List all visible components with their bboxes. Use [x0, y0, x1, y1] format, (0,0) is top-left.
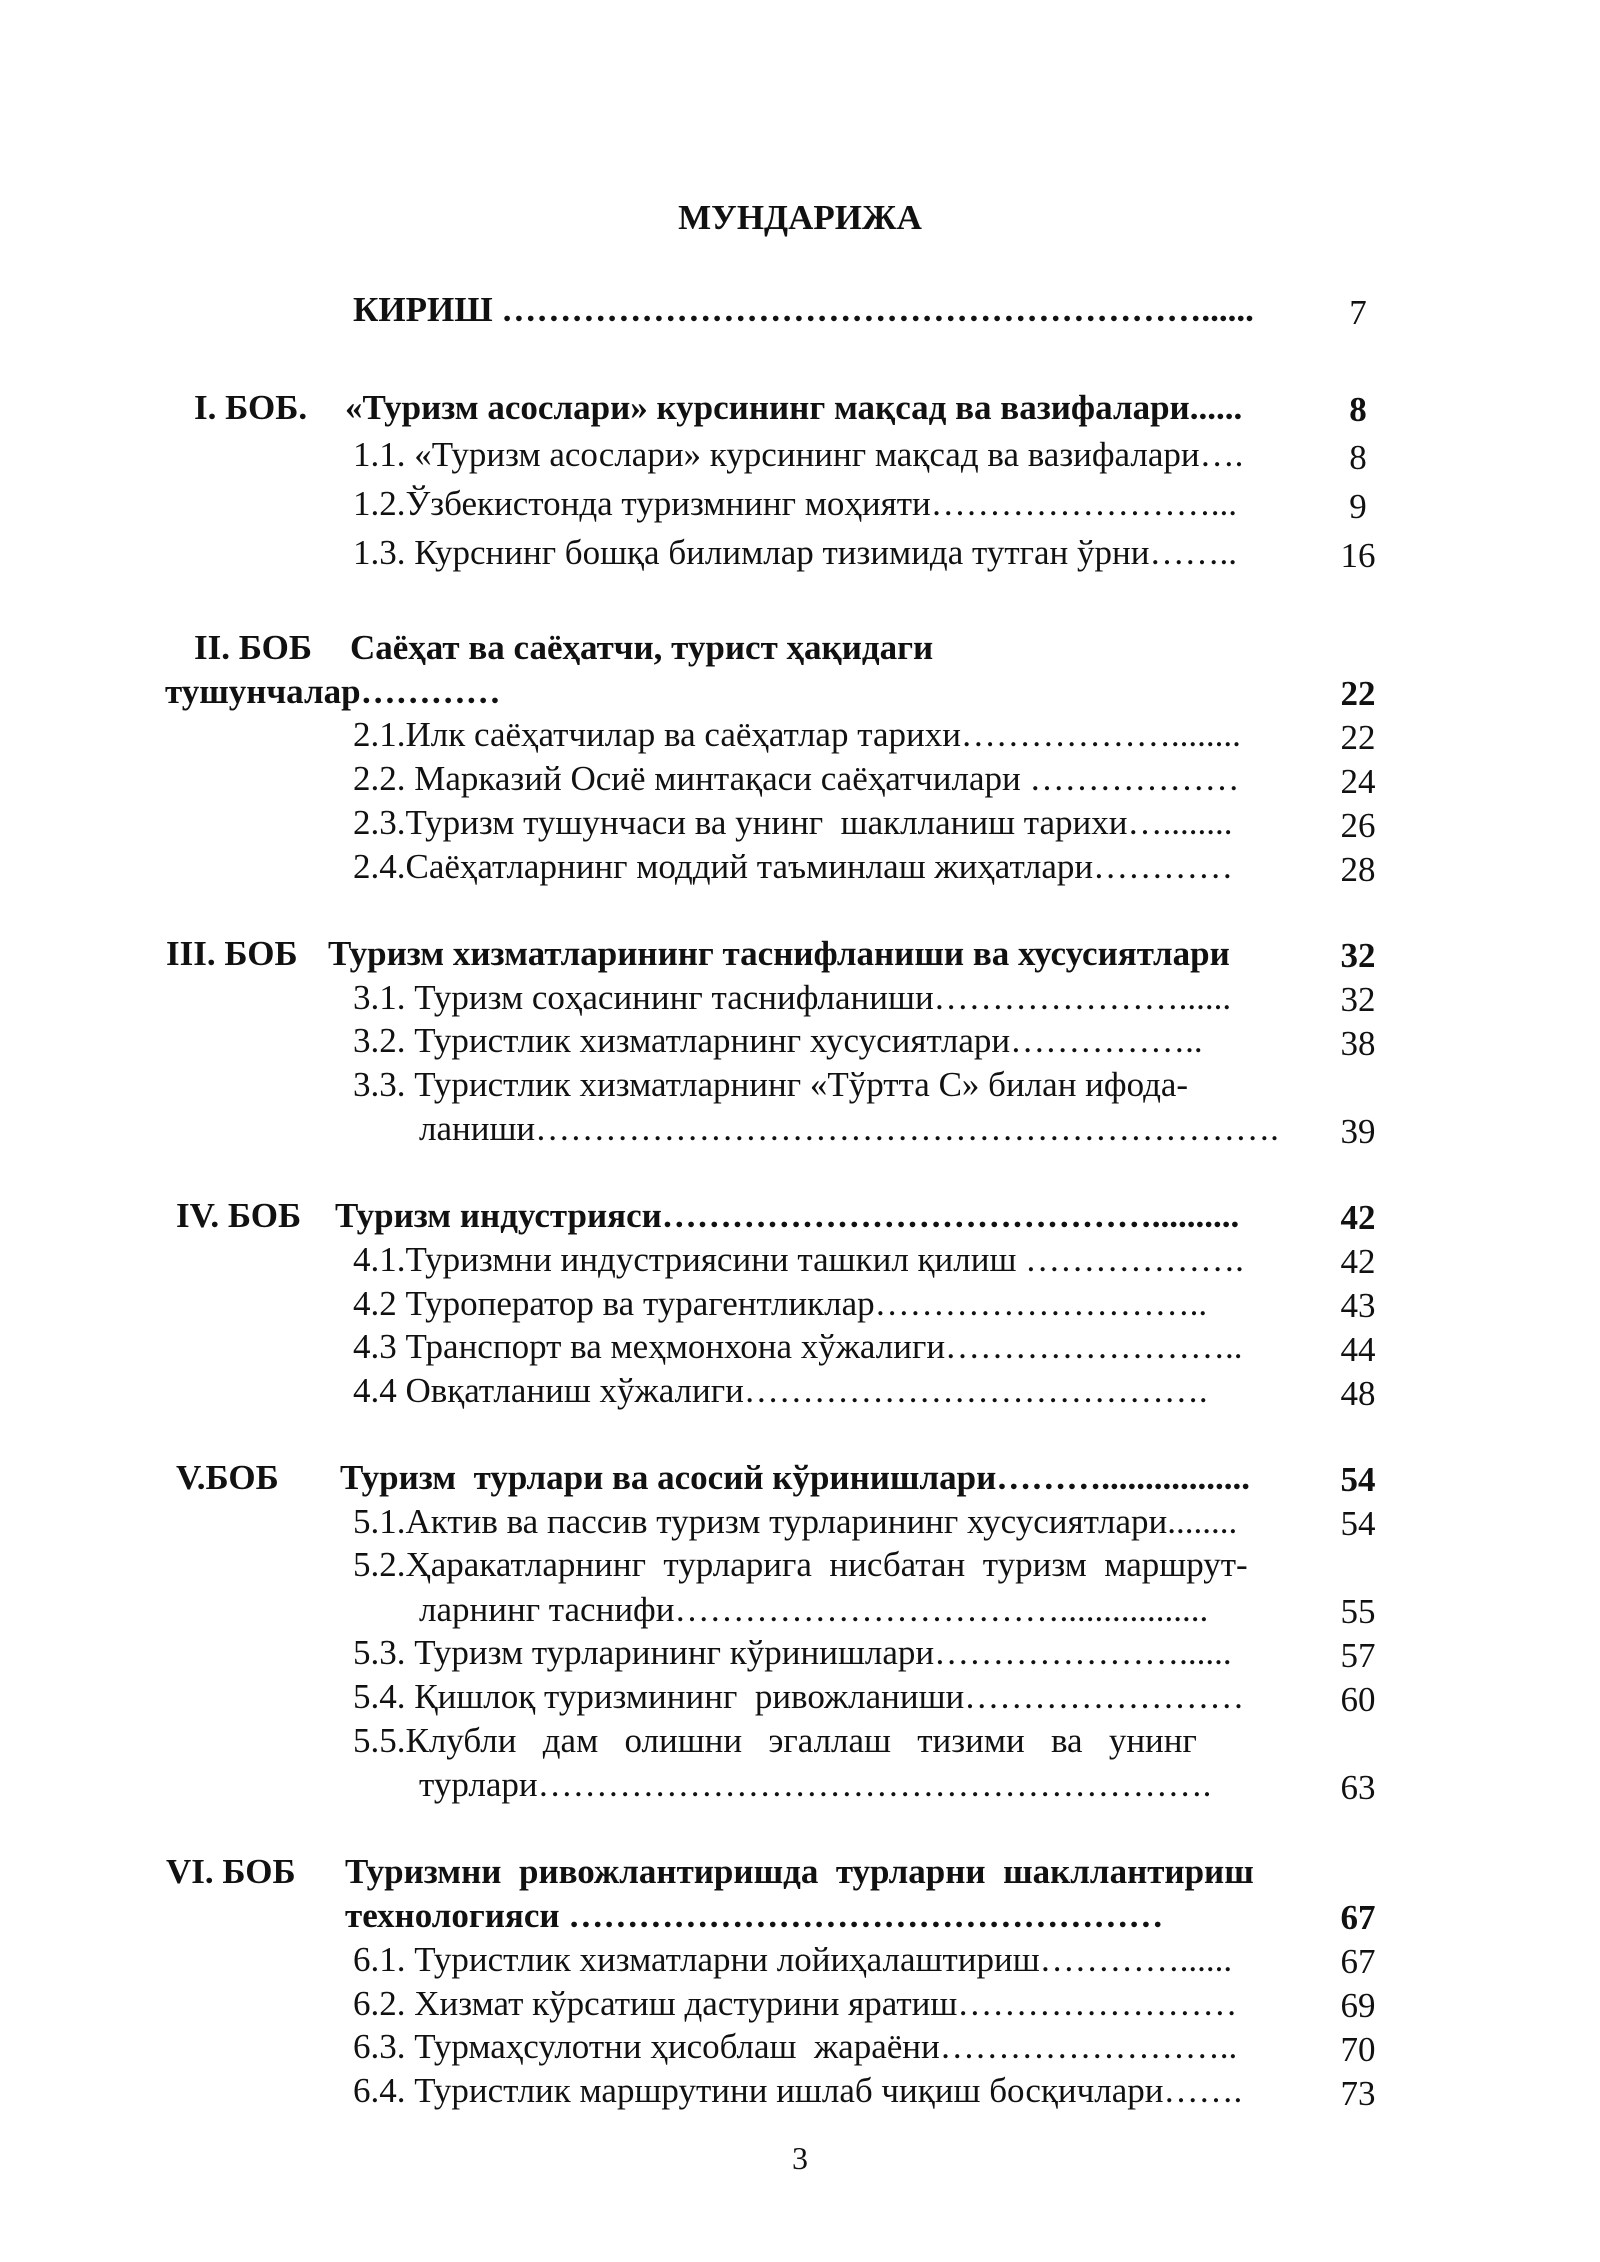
section-page: 54	[1340, 1504, 1376, 1543]
section-page: 48	[1340, 1374, 1376, 1413]
section-page: 60	[1340, 1680, 1376, 1719]
section-page: 8	[1349, 438, 1367, 477]
chapter-title: Туризм индустрияси……………………………………..........	[335, 1196, 1240, 1235]
section-entry: 3.3. Туристлик хизматларнинг «Тўртта С» билан ифода-	[353, 1065, 1189, 1104]
chapter-page: 42	[1340, 1198, 1376, 1237]
section-entry: 6.3. Турмаҳсулотни ҳисоблаш жараёни……………………..	[353, 2027, 1238, 2066]
section-entry: 5.5.Клубли дам олишни эгаллаш тизими ва унинг	[353, 1721, 1197, 1760]
section-page: 38	[1340, 1024, 1376, 1063]
section-entry: 2.3.Туризм тушунчаси ва унинг шаклланиш тарихи…........	[353, 803, 1233, 842]
section-page: 42	[1340, 1242, 1376, 1281]
intro-page: 7	[1349, 293, 1367, 332]
section-entry: 6.4. Туристлик маршрутини ишлаб чиқиш босқичлари…….	[353, 2071, 1243, 2110]
section-entry: 4.4 Овқатланиш хўжалиги………………………………….	[353, 1371, 1208, 1410]
section-page: 28	[1340, 850, 1376, 889]
section-entry: 2.1.Илк саёҳатчилар ва саёҳатлар тарихи………………........	[353, 715, 1241, 754]
chapter-title: Туризм турлари ва асосий кўринишлари……….................	[340, 1458, 1250, 1497]
section-entry: 2.2. Марказий Осиё минтақаси саёҳатчилари ………………	[353, 759, 1240, 798]
section-entry: 3.2. Туристлик хизматларнинг хусусиятлари……………..	[353, 1021, 1203, 1060]
section-page: 63	[1340, 1768, 1376, 1807]
section-page: 73	[1340, 2074, 1376, 2113]
section-page: 39	[1340, 1112, 1376, 1151]
chapter-label: III. БОБ	[166, 934, 298, 973]
chapter-label: V.БОБ	[176, 1458, 279, 1497]
chapter-page: 8	[1349, 390, 1367, 429]
chapter-title: Туризм хизматларининг таснифланиши ва хусусиятлари	[328, 934, 1230, 973]
section-page: 32	[1340, 980, 1376, 1019]
chapter-page: 22	[1340, 674, 1376, 713]
section-entry-continuation: турлари………………………………………………….	[419, 1765, 1212, 1804]
section-entry: 3.1. Туризм соҳасининг таснифланиши…………………......	[353, 978, 1232, 1017]
section-entry: 5.2.Ҳаракатларнинг турларига нисбатан туризм маршрут-	[353, 1545, 1248, 1584]
chapter-label: IV. БОБ	[176, 1196, 302, 1235]
section-page: 69	[1340, 1986, 1376, 2025]
section-page: 67	[1340, 1942, 1376, 1981]
section-entry: 1.3. Курснинг бошқа билимлар тизимида тутган ўрни……..	[353, 533, 1237, 572]
chapter-label: II. БОБ	[194, 628, 313, 667]
section-entry: 5.4. Қишлоқ туризмининг ривожланиши……………………	[353, 1677, 1245, 1716]
chapter-title: «Туризм асослари» курсининг мақсад ва вазифалари......	[345, 388, 1243, 427]
chapter-title-continuation: технологияси ……………………………………………	[345, 1896, 1164, 1935]
section-entry: 5.3. Туризм турларининг кўринишлари…………………......	[353, 1633, 1232, 1672]
section-page: 26	[1340, 806, 1376, 845]
section-entry-continuation: ларнинг таснифи…………………………….................	[419, 1590, 1209, 1629]
section-entry: 5.1.Актив ва пассив туризм турларининг хусусиятлари........	[353, 1502, 1238, 1541]
section-entry: 2.4.Саёҳатларнинг моддий таъминлаш жиҳатлари…………	[353, 847, 1234, 886]
section-page: 55	[1340, 1592, 1376, 1631]
chapter-title-continuation: тушунчалар…………	[165, 672, 501, 711]
intro-entry: КИРИШ ……………………………………………………......	[353, 290, 1254, 329]
section-page: 9	[1349, 487, 1367, 526]
section-page: 44	[1340, 1330, 1376, 1369]
page-title: МУНДАРИЖА	[678, 198, 922, 237]
section-entry: 6.1. Туристлик хизматларни лойиҳалаштириш…………......	[353, 1940, 1233, 1979]
chapter-label: VI. БОБ	[166, 1852, 296, 1891]
section-entry: 6.2. Хизмат кўрсатиш дастурини яратиш……………………	[353, 1984, 1238, 2023]
section-entry: 4.2 Туроператор ва турагентликлар………………………..	[353, 1284, 1208, 1323]
chapter-page: 32	[1340, 936, 1376, 975]
page-number: 3	[792, 2140, 808, 2176]
section-entry: 1.2.Ўзбекистонда туризмнинг моҳияти……………………...	[353, 484, 1238, 523]
section-entry: 4.3 Транспорт ва меҳмонхона хўжалиги……………………..	[353, 1327, 1243, 1366]
section-page: 22	[1340, 718, 1376, 757]
section-page: 24	[1340, 762, 1376, 801]
section-page: 57	[1340, 1636, 1376, 1675]
chapter-title: Туризмни ривожлантиришда турларни шакллантириш	[345, 1852, 1254, 1891]
chapter-page: 54	[1340, 1460, 1376, 1499]
section-entry: 1.1. «Туризм асослари» курсининг мақсад ва вазифалари….	[353, 435, 1244, 474]
chapter-title: Саёҳат ва саёҳатчи, турист ҳақидаги	[350, 628, 934, 667]
chapter-label: I. БОБ.	[194, 388, 308, 427]
section-page: 16	[1340, 536, 1376, 575]
section-page: 70	[1340, 2030, 1376, 2069]
section-page: 43	[1340, 1286, 1376, 1325]
section-entry: 4.1.Туризмни индустриясини ташкил қилиш ……………….	[353, 1240, 1244, 1279]
chapter-page: 67	[1340, 1898, 1376, 1937]
section-entry-continuation: ланиши……………………………………………………….	[419, 1109, 1279, 1148]
